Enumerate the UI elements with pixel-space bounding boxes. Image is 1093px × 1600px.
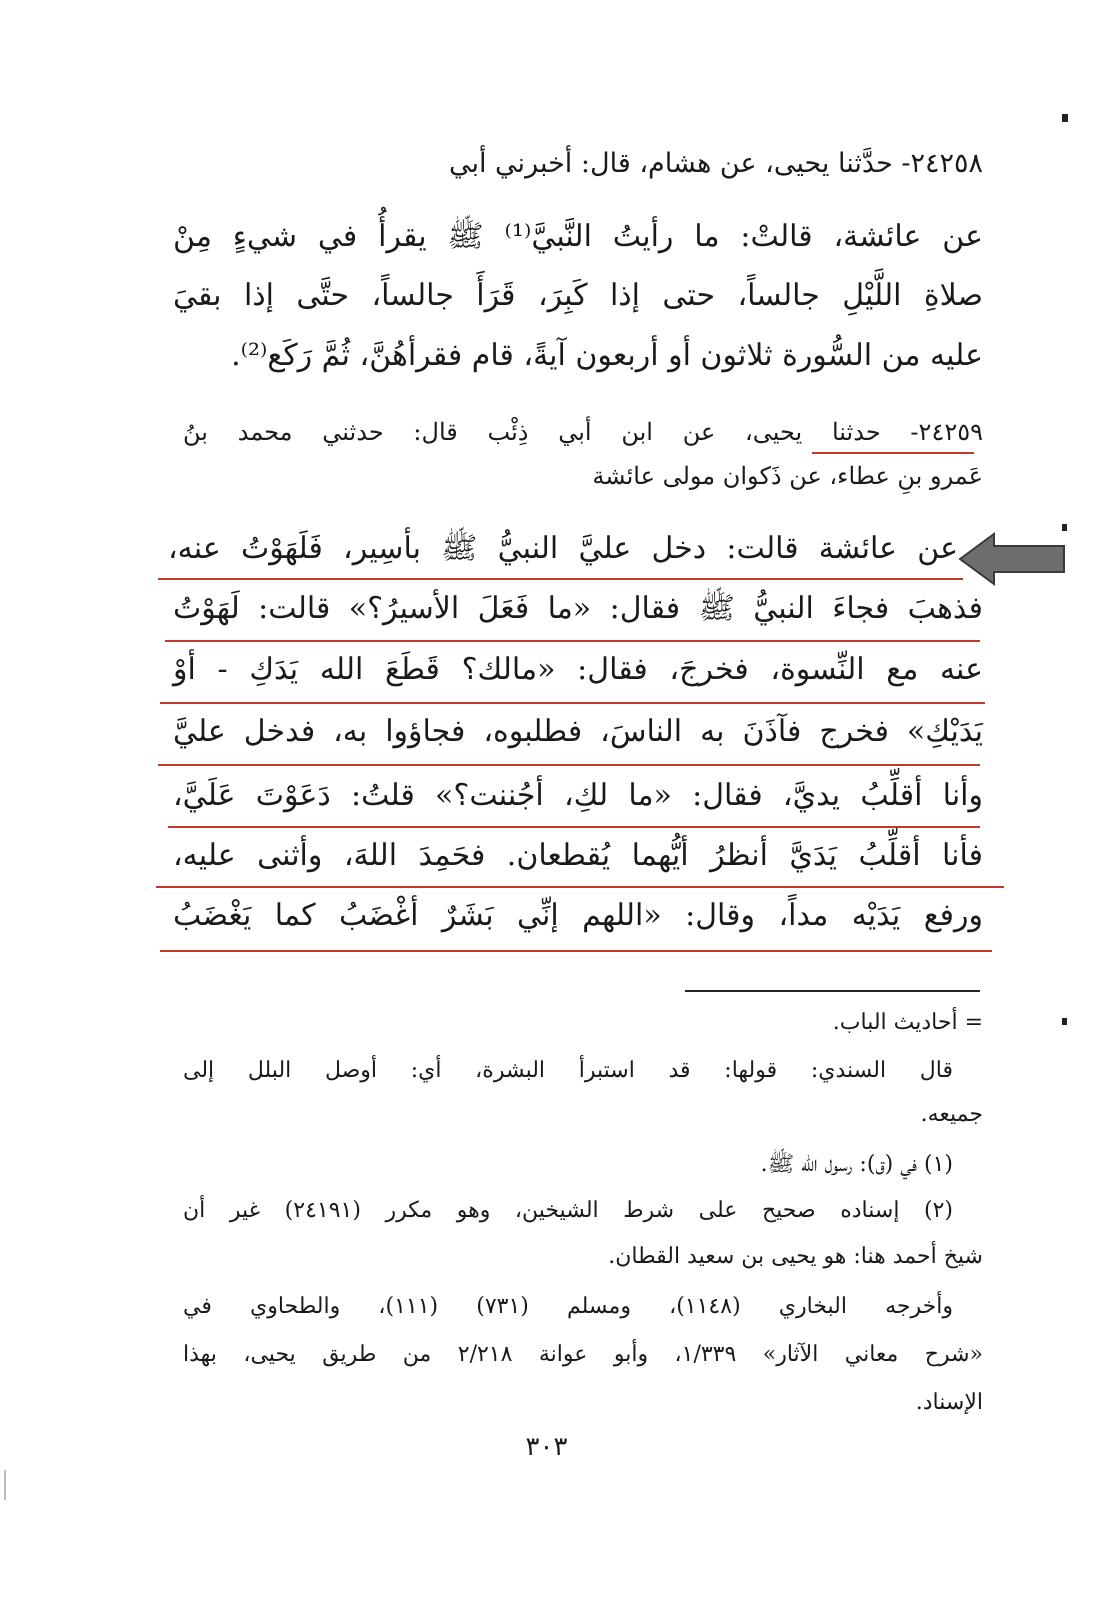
red-underline: [158, 764, 980, 766]
footnote-2-line-2: شيخ أحمد هنا: هو يحيى بن سعيد القطان.: [608, 1244, 983, 1269]
footnote-separator: [685, 990, 980, 992]
hadith-24259-isnad-line-1: ٢٤٢٥٩- حدثنا يحيى، عن ابن أبي ذِئْب قال: حدثني محمد بنُ: [183, 418, 983, 446]
footnote-1: (١) في (ق): رسول الله ﷺ.: [760, 1152, 953, 1177]
hadith-24259-line-6: فأنا أقلِّبُ يَدَيَّ أنظرُ أيُّهما يُقطعان. فحَمِدَ اللهَ، وأثنى عليه،: [173, 838, 983, 873]
hadith-24259-line-1: عن عائشة قالت: دخل عليَّ النبيُّ ﷺ بأسِير، فَلَهَوْتُ عنه،: [168, 531, 959, 566]
hadith-24258-line-2: صلاةِ اللَّيْلِ جالساً، حتى إذا كَبِرَ، قَرَأَ جالساً، حتَّى إذا بقيَ: [173, 278, 983, 313]
red-underline: [165, 640, 980, 642]
hadith-24258-heading: ٢٤٢٥٨- حدَّثنا يحيى، عن هشام، قال: أخبرني أبي: [448, 148, 983, 179]
scan-mark: [1062, 1018, 1067, 1025]
hadith-24259-line-2: فذهبَ فجاءَ النبيُّ ﷺ فقال: «ما فَعَلَ الأسيرُ؟» قالت: لَهَوْتُ: [173, 591, 983, 626]
footnote-2-line-4: «شرح معاني الآثار» ١/٣٣٩، وأبو عوانة ٢/٢١٨ من طريق يحيى، بهذا: [183, 1342, 984, 1367]
scan-mark: [4, 1470, 6, 1500]
hadith-24259-line-3: عنه مع النِّسوة، فخرجَ، فقال: «مالك؟ قَطَعَ الله يَدَكِ - أوْ: [173, 652, 983, 687]
hadith-24259-line-7: ورفع يَدَيْه مداً، وقال: «اللهم إنِّي بَشَرٌ أغْضَبُ كما يَغْضَبُ: [173, 898, 983, 933]
red-underline: [160, 950, 992, 952]
red-underline: [156, 886, 1004, 888]
footnote-continuation: = أحاديث الباب.: [832, 1010, 983, 1035]
red-underline: [160, 702, 985, 704]
footnote-sindi-line-2: جميعه.: [920, 1102, 983, 1127]
page-number: ٣٠٣: [525, 1432, 568, 1462]
footnote-2-line-5: الإسناد.: [915, 1390, 983, 1415]
red-underline: [158, 578, 963, 580]
scan-mark: [1062, 114, 1068, 122]
hadith-24258-line-3: عليه من السُّورة ثلاثون أو أربعون آيةً، قام فقرأهُنَّ، ثُمَّ رَكَع⁽²⁾.: [231, 338, 983, 373]
hadith-24259-line-5: وأنا أقلِّبُ يديَّ، فقال: «ما لكِ، أجُننت؟» قلتُ: دَعَوْتَ عَلَيَّ،: [173, 778, 983, 813]
footnote-sindi-line-1: قال السندي: قولها: قد استبرأ البشرة، أي: أوصل البلل إلى: [183, 1058, 953, 1083]
hadith-24259-line-4: يَدَيْكِ» فخرج فآذَنَ به الناسَ، فطلبوه، فجاؤوا به، فدخل عليَّ: [173, 714, 983, 749]
red-underline: [168, 826, 980, 828]
arrow-left-icon: [958, 530, 1068, 588]
hadith-24259-isnad-line-2: عَمرو بنِ عطاء، عن ذَكوان مولى عائشة: [592, 462, 983, 490]
footnote-2-line-1: (٢) إسناده صحيح على شرط الشيخين، وهو مكرر (٢٤١٩١) غير أن: [183, 1198, 954, 1223]
number-underline: [812, 452, 974, 454]
scan-mark: [1062, 524, 1067, 531]
hadith-24258-line-1: عن عائشة، قالتْ: ما رأيتُ النَّبيَّ⁽¹⁾ ﷺ يقرأُ في شيءٍ مِنْ: [173, 219, 983, 254]
footnote-2-line-3: وأخرجه البخاري (١١٤٨)، ومسلم (٧٣١) (١١١)، والطحاوي في: [183, 1294, 953, 1319]
